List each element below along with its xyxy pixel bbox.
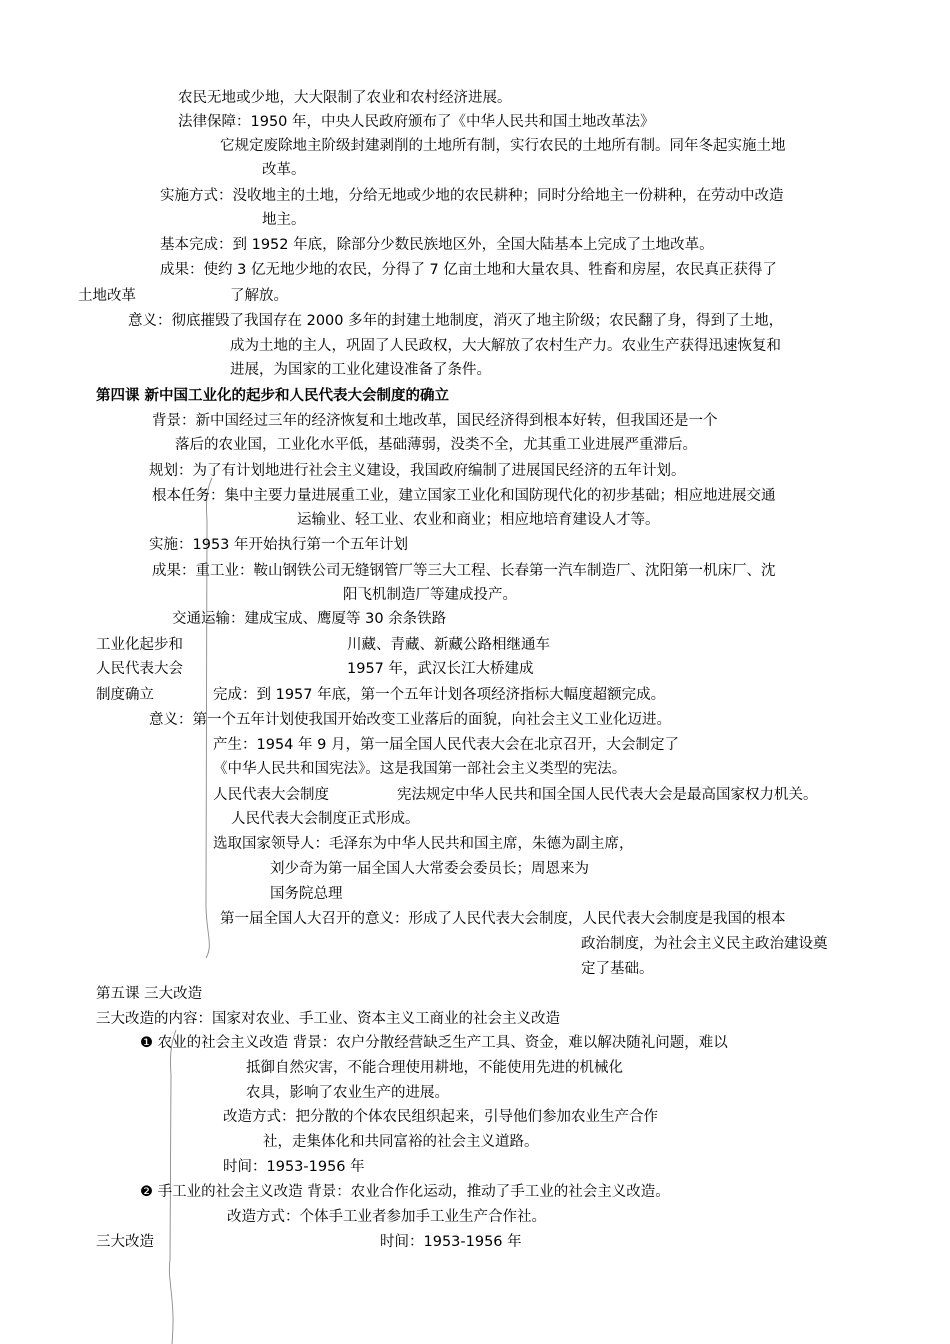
doc-line: 运输业、轻工业、农业和商业；相应地培育建设人才等。 xyxy=(297,512,660,528)
doc-line: 成为土地的主人，巩固了人民政权，大大解放了农村生产力。农业生产获得迅速恢复和 xyxy=(230,338,781,354)
doc-line: 抵御自然灾害，不能合理使用耕地，不能使用先进的机械化 xyxy=(246,1060,623,1076)
doc-line: ❷ 手工业的社会主义改造 背景：农业合作化运动，推动了手工业的社会主义改造。 xyxy=(140,1184,670,1200)
doc-line: 时间：1953-1956 年 xyxy=(380,1234,522,1250)
doc-line: 社，走集体化和共同富裕的社会主义道路。 xyxy=(263,1134,539,1150)
doc-line: 意义：第一个五年计划使我国开始改变工业落后的面貌，向社会主义工业化迈进。 xyxy=(149,712,671,728)
doc-line: 背景：新中国经过三年的经济恢复和土地改革，国民经济得到根本好转，但我国还是一个 xyxy=(152,413,718,429)
doc-line: 它规定废除地主阶级封建剥削的土地所有制，实行农民的土地所有制。同年冬起实施土地 xyxy=(220,138,786,154)
lesson-5-heading: 第五课 三大改造 xyxy=(96,986,203,1002)
doc-line: 三大改造的内容：国家对农业、手工业、资本主义工商业的社会主义改造 xyxy=(96,1011,560,1027)
doc-line: 成果：重工业：鞍山钢铁公司无缝钢管厂等三大工程、长春第一汽车制造厂、沈阳第一机床厂、沈 xyxy=(152,563,776,579)
doc-line: 产生：1954 年 9 月，第一届全国人民代表大会在北京召开，大会制定了 xyxy=(213,737,679,753)
doc-line: 根本任务：集中主要力量进展重工业，建立国家工业化和国防现代化的初步基础；相应地进展交通 xyxy=(152,488,776,504)
doc-line: ❶ 农业的社会主义改造 背景：农户分散经营缺乏生产工具、资金，难以解决随礼问题，难以 xyxy=(140,1035,728,1051)
section-label-three-reforms: 三大改造 xyxy=(96,1234,154,1250)
doc-line: 了解放。 xyxy=(230,288,288,304)
doc-line: 农具，影响了农业生产的进展。 xyxy=(246,1085,449,1101)
doc-line: 成果：使约 3 亿无地少地的农民，分得了 7 亿亩土地和大量农具、牲畜和房屋，农民真正获得了 xyxy=(160,262,777,278)
lesson-4-heading: 第四课 新中国工业化的起步和人民代表大会制度的确立 xyxy=(96,388,450,404)
doc-line: 实施：1953 年开始执行第一个五年计划 xyxy=(149,537,409,553)
doc-line: 实施方式：没收地主的土地，分给无地或少地的农民耕种；同时分给地主一份耕种，在劳动中改造 xyxy=(160,188,784,204)
section-label-land-reform: 土地改革 xyxy=(78,288,136,304)
doc-line: 川藏、青藏、新藏公路相继通车 xyxy=(347,637,550,653)
doc-line: 农民无地或少地，大大限制了农业和农村经济进展。 xyxy=(178,90,512,106)
doc-line: 人民代表大会制度正式形成。 xyxy=(231,811,420,827)
doc-line: 选取国家领导人：毛泽东为中华人民共和国主席，朱德为副主席， xyxy=(213,836,634,852)
section-label-npc-system: 人民代表大会制度 xyxy=(213,787,329,803)
doc-line: 改造方式：个体手工业者参加手工业生产合作社。 xyxy=(227,1209,546,1225)
section-label-industrialization: 工业化起步和 xyxy=(96,637,183,653)
doc-line: 完成：到 1957 年底，第一个五年计划各项经济指标大幅度超额完成。 xyxy=(213,687,666,703)
doc-line: 阳飞机制造厂等建成投产。 xyxy=(343,587,517,603)
doc-line: 意义：彻底摧毁了我国存在 2000 多年的封建土地制度，消灭了地主阶级；农民翻了身，得到了土地， xyxy=(128,313,784,329)
doc-line: 落后的农业国，工业化水平低，基础薄弱，没类不全，尤其重工业进展严重滞后。 xyxy=(175,437,697,453)
doc-line: 时间：1953-1956 年 xyxy=(223,1159,365,1175)
doc-line: 规划：为了有计划地进行社会主义建设，我国政府编制了进展国民经济的五年计划。 xyxy=(149,463,686,479)
doc-line: 地主。 xyxy=(262,212,306,228)
section-label-industrialization: 制度确立 xyxy=(96,687,154,703)
doc-line: 宪法规定中华人民共和国全国人民代表大会是最高国家权力机关。 xyxy=(397,787,818,803)
doc-line: 国务院总理 xyxy=(270,886,343,902)
doc-line: 第一届全国人大召开的意义：形成了人民代表大会制度，人民代表大会制度是我国的根本 xyxy=(220,911,786,927)
doc-line: 进展，为国家的工业化建设准备了条件。 xyxy=(230,362,491,378)
doc-line: 改造方式：把分散的个体农民组织起来，引导他们参加农业生产合作 xyxy=(223,1109,658,1125)
doc-line: 基本完成：到 1952 年底，除部分少数民族地区外，全国大陆基本上完成了土地改革。 xyxy=(160,237,714,253)
doc-line: 刘少奇为第一届全国人大常委会委员长；周恩来为 xyxy=(270,861,589,877)
doc-line: 《中华人民共和国宪法》。这是我国第一部社会主义类型的宪法。 xyxy=(213,761,627,777)
doc-line: 政治制度，为社会主义民主政治建设奠 xyxy=(581,936,828,952)
doc-line: 定了基础。 xyxy=(581,961,654,977)
doc-line: 法律保障：1950 年，中央人民政府颁布了《中华人民共和国土地改革法》 xyxy=(178,114,655,130)
section-label-industrialization: 人民代表大会 xyxy=(96,661,183,677)
doc-line: 1957 年，武汉长江大桥建成 xyxy=(347,661,534,677)
doc-line: 交通运输：建成宝成、鹰厦等 30 余条铁路 xyxy=(172,611,447,627)
doc-line: 改革。 xyxy=(262,162,306,178)
